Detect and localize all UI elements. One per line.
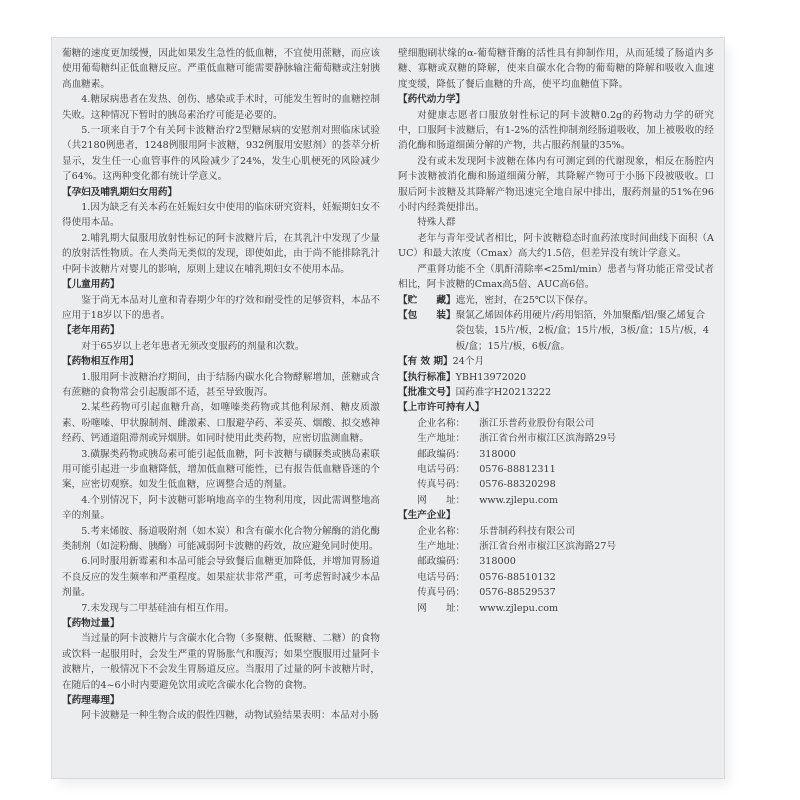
left-column [62,46,380,724]
maker-value: 乐普制药科技有限公司 [479,525,576,537]
holder-value: 318000 [479,448,516,460]
standard-value: YBH13972020 [455,371,527,383]
maker-key: 传真号码： [417,587,466,599]
standard-row [398,370,714,385]
holder-value: www.zjlepu.com [479,494,559,506]
overdose-heading: 【药物过量】 [62,618,120,630]
holder-row [417,493,714,508]
maker-row [417,585,714,600]
holder-row [417,447,714,462]
right-column [398,46,714,616]
approval-label: 【批准文号】 [398,386,456,398]
holder-key: 企业名称： [417,417,466,429]
maker-key: 企业名称： [417,525,466,537]
pregnancy-paragraph-2: 2.哺乳期大鼠服用放射性标记的阿卡波糖片后，在其乳汁中发现了少量的放射活性物质。在人类尚无类似的发现，即使如此，由于尚不能排除乳汁中阿卡波糖片对婴儿的影响，原则上建议在哺乳期妇女不使用本品。 [62,232,380,275]
maker-value: 0576-88510132 [479,571,556,583]
interaction-paragraph-7: 7.未发现与二甲基硅油有相互作用。 [81,602,235,614]
pregnancy-paragraph-1: 1.因为缺乏有关本药在妊娠妇女中使用的临床研究资料，妊娠期妇女不得使用本品。 [62,202,380,229]
interaction-paragraph-1: 1.服用阿卡波糖治疗期间，由于结肠内碳水化合物酵解增加，蔗糖或含有蔗糖的食物常会引起腹部不适，甚至导致腹泻。 [62,371,380,398]
holder-key: 网 址： [417,494,466,506]
pk-paragraph-2: 没有或未发现阿卡波糖在体内有可测定到的代谢现象，相反在肠腔内阿卡波糖被消化酶和肠道细菌分解，其降解产物可于小肠下段被吸收。口服后阿卡波糖及其降解产物迅速完全地自尿中排出，服药剂量的51%在96小时内经粪便排出。 [398,155,714,214]
standard-label: 【执行标准】 [398,371,456,383]
elderly-paragraph: 对于65岁以上老年患者无须改变服药的剂量和次数。 [81,340,305,352]
overdose-paragraph: 当过量的阿卡波糖片与含碳水化合物（多聚糖、低聚糖、二糖）的食物或饮料一起服用时，会发生严重的胃肠胀气和腹泻；如果空腹服用过量阿卡波糖片，一般情况下不会发生胃肠道反应。当服用了过量的阿卡波糖片时，在随后的4~6小时内要避免饮用或吃含碳水化合物的食物。 [62,633,380,691]
pk-paragraph-1: 对健康志愿者口服放射性标记的阿卡波糖0.2g的药物动力学的研究中，口服阿卡波糖后，有1-2%的活性抑制剂经肠道吸收，加上被吸收的经消化酶和肠道细菌分解的产物，共占服药剂量的35%。 [398,109,714,152]
holder-value: 浙江乐普药业股份有限公司 [479,417,595,429]
toxicology-paragraph: 阿卡波糖是一种生物合成的假性四糖，动物试验结果表明：本品对小肠 [81,710,379,722]
maker-row [417,539,714,554]
interaction-paragraph-6: 6.同时服用新霉素和本品可能会导致餐后血糖更加降低，并增加胃肠道不良反应的发生频率和严重程度。如果症状非常严重，可考虑暂时减少本品剂量。 [62,556,380,599]
holder-heading: 【上市许可持有人】 [398,402,485,414]
interaction-heading: 【药物相互作用】 [62,356,139,368]
holder-row [417,462,714,477]
intro-paragraph-1: 葡糖的速度更加缓慢，因此如果发生急性的低血糖，不宜使用蔗糖，而应该使用葡萄糖纠正低血糖反应。严重低血糖可能需要静脉输注葡萄糖或注射胰高血糖素。 [62,48,380,90]
maker-key: 生产地址： [417,541,466,552]
storage-label: 【贮 藏】 [398,294,456,306]
maker-info [398,524,714,616]
interaction-paragraph-2: 2.某些药物可引起血糖升高，如噻嗪类药物或其他利尿剂、糖皮质激素、吩噻嗪、甲状腺制剂、雌激素、口服避孕药、苯妥英、烟酸、拟交感神经药、钙通道阻滞剂或异烟肼。如同时使用此类药物，应密切监测血糖。 [62,402,380,445]
child-heading: 【儿童用药】 [62,279,120,291]
holder-value: 0576-88320298 [479,479,556,491]
maker-value: www.zjlepu.com [479,602,559,614]
package-value: 聚氯乙烯固体药用硬片/药用铝箔，外加聚酯/铝/聚乙烯复合袋包装，15片/板，2板/盒；15片/板，3板/盒；15片/板，4板/盒；15片/板，6板/盒。 [455,309,709,352]
maker-key: 电话号码： [417,571,466,583]
holder-row [417,416,714,431]
leaflet-page [52,38,724,778]
holder-info [398,416,714,508]
storage-row [398,293,714,308]
holder-key: 生产地址： [417,433,466,445]
toxicology-heading: 【药理毒理】 [62,695,120,707]
pk-heading: 【药代动力学】 [398,94,466,106]
maker-row [417,524,714,539]
package-label: 【包 装】 [398,309,456,321]
validity-value: 24个月 [452,356,485,368]
maker-row [417,601,714,616]
interaction-paragraph-4: 4.个别情况下，阿卡波糖可影响地高辛的生物利用度，因此需调整地高辛的剂量。 [62,494,380,522]
maker-value: 浙江省台州市椒江区滨海路27号 [479,541,617,552]
intro-paragraph-3: 5.一项来自于7个有关阿卡波糖治疗2型糖尿病的安慰剂对照临床试验（共2180例患者，1248例服用阿卡波糖，932例服用安慰剂）的荟萃分析显示，发生任一心血管事件的风险减少了24%，发生心肌梗死的风险减少了64%。这两种变化都有统计学意义。 [62,125,380,183]
special-paragraph-2: 严重肾功能不全（肌酐清除率<25ml/min）患者与肾功能正常受试者相比，阿卡波糖的Cmax高5倍、AUC高6倍。 [398,263,714,291]
holder-value: 浙江省台州市椒江区滨海路29号 [479,433,617,445]
approval-row [398,385,714,400]
special-paragraph-1: 老年与青年受试者相比，阿卡波糖稳态时血药浓度时间曲线下面积（AUC）和最大浓度（Cmax）高大约1.5倍，但差异没有统计学意义。 [398,232,714,260]
maker-row [417,570,714,585]
holder-key: 传真号码： [417,479,466,491]
special-population-heading: 特殊人群 [417,217,456,229]
holder-row [417,477,714,492]
package-row [398,308,714,354]
interaction-paragraph-5: 5.考来烯胺、肠道吸附剂（如木炭）和含有碳水化合物分解酶的消化酶类制剂（如淀粉酶、胰酶）可能减弱阿卡波糖的药效，故应避免同时使用。 [62,525,380,552]
interaction-paragraph-3: 3.磺脲类药物或胰岛素可能引起低血糖，阿卡波糖与磺脲类或胰岛素联用可能引起进一步血糖降低，增加低血糖可能性，已有报告低血糖昏迷的个案，应密切观察。如发生低血糖，应调整合适的剂量。 [62,448,380,491]
validity-row [398,354,714,369]
approval-value: 国药准字H20213222 [455,386,552,398]
pharmacology-continued: 壁细胞刷状缘的α-葡萄糖苷酶的活性具有抑制作用，从而延缓了肠道内多糖、寡糖或双糖的降解，使来自碳水化合物的葡萄糖的降解和吸收入血速度变缓，降低了餐后血糖的升高，使平均血糖值下降。 [398,48,714,90]
maker-value: 318000 [479,556,516,568]
holder-key: 电话号码： [417,463,466,475]
validity-label: 【有 效 期】 [398,356,453,368]
holder-value: 0576-88812311 [479,463,556,475]
storage-value: 遮光，密封，在25℃以下保存。 [455,294,594,306]
pregnancy-heading: 【孕妇及哺乳期妇女用药】 [62,186,178,198]
holder-row [417,431,714,446]
maker-heading: 【生产企业】 [398,510,456,522]
child-paragraph: 鉴于尚无本品对儿童和青春期少年的疗效和耐受性的足够资料，本品不应用于18岁以下的患者。 [62,294,380,321]
holder-key: 邮政编码： [417,448,466,460]
maker-key: 网 址： [417,602,466,614]
elderly-heading: 【老年用药】 [62,325,120,337]
intro-paragraph-2: 4.糖尿病患者在发热、创伤、感染或手术时，可能发生暂时的血糖控制失败。这种情况下暂时的胰岛素治疗可能是必要的。 [62,94,380,121]
maker-key: 邮政编码： [417,556,466,568]
maker-row [417,554,714,569]
maker-value: 0576-88529537 [479,587,556,599]
